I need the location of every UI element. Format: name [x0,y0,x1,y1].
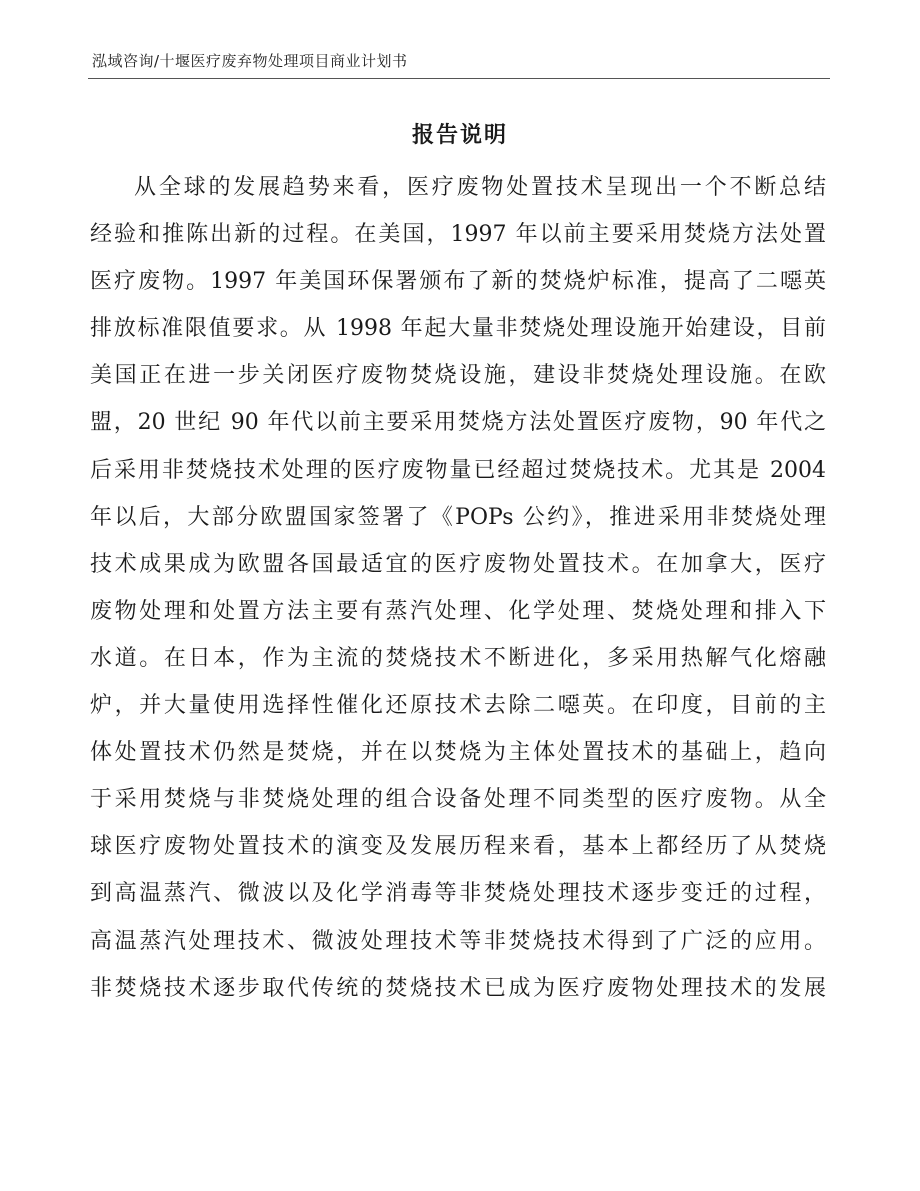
text-line: 于采用焚烧与非焚烧处理的组合设备处理不同类型的医疗废物。从全 [90,787,826,813]
text-line: 废物处理和处置方法主要有蒸汽处理、化学处理、焚烧处理和排入下 [90,598,826,624]
text-line: 经验和推陈出新的过程。在美国，1997 年以前主要采用焚烧方法处置 [90,222,826,248]
header-divider [88,78,830,79]
text-line: 高温蒸汽处理技术、微波处理技术等非焚烧技术得到了广泛的应用。 [90,928,826,954]
text-line: 非焚烧技术逐步取代传统的焚烧技术已成为医疗废物处理技术的发展 [90,975,826,1001]
text-line: 技术成果成为欧盟各国最适宜的医疗废物处置技术。在加拿大，医疗 [90,551,826,577]
text-line: 年以后，大部分欧盟国家签署了《POPs 公约》，推进采用非焚烧处理 [90,504,826,530]
page-title: 报告说明 [411,122,508,148]
text-line: 后采用非焚烧技术处理的医疗废物量已经超过焚烧技术。尤其是 2004 [90,457,826,483]
text-line: 医疗废物。1997 年美国环保署颁布了新的焚烧炉标准，提高了二噁英 [90,269,826,295]
text-line: 体处置技术仍然是焚烧，并在以焚烧为主体处置技术的基础上，趋向 [90,740,826,766]
text-line: 盟，20 世纪 90 年代以前主要采用焚烧方法处置医疗废物，90 年代之 [90,410,826,436]
text-line: 排放标准限值要求。从 1998 年起大量非焚烧处理设施开始建设，目前 [90,316,826,342]
text-line: 到高温蒸汽、微波以及化学消毒等非焚烧处理技术逐步变迁的过程， [90,881,826,907]
text-line: 从全球的发展趋势来看，医疗废物处置技术呈现出一个不断总结 [134,175,826,200]
text-line: 炉，并大量使用选择性催化还原技术去除二噁英。在印度，目前的主 [90,693,826,719]
text-line: 美国正在进一步关闭医疗废物焚烧设施，建设非焚烧处理设施。在欧 [90,363,826,389]
text-line: 球医疗废物处置技术的演变及发展历程来看，基本上都经历了从焚烧 [90,834,826,860]
body-paragraph [90,164,826,1012]
document-header: 泓域咨询/十堰医疗废弃物处理项目商业计划书 [92,52,408,70]
text-line: 水道。在日本，作为主流的焚烧技术不断进化，多采用热解气化熔融 [90,645,826,671]
